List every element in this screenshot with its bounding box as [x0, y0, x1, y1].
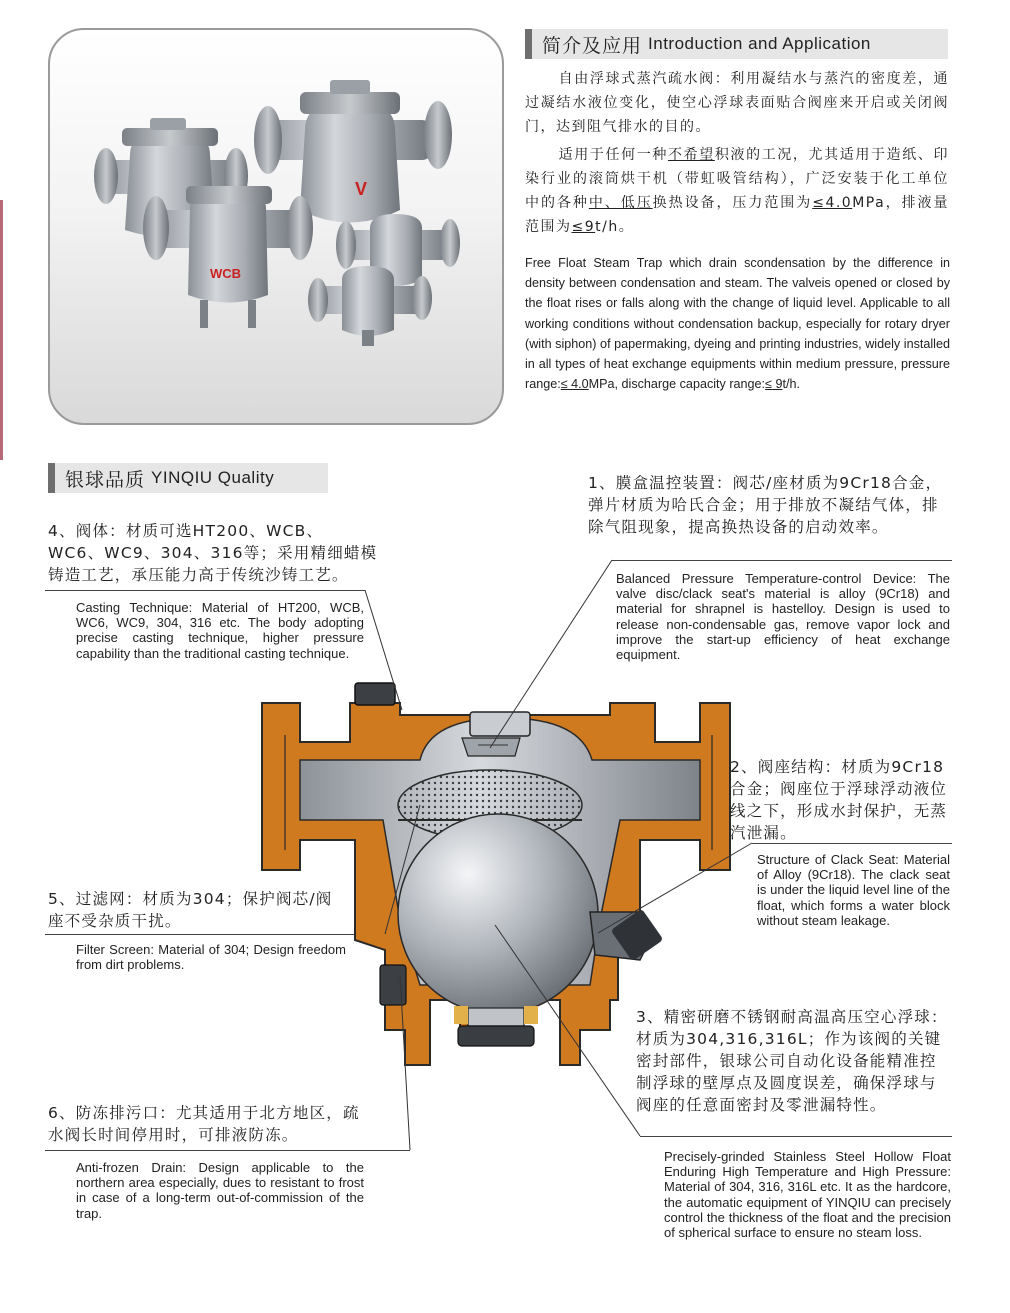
intro-cn-p2-a: 适用于任何一种: [558, 147, 668, 163]
item-5-cn-text: 过滤网：材质为304；保护阀芯/阀座不受杂质干扰。: [48, 890, 333, 930]
intro-cn-p2-u4: ≤9: [571, 219, 596, 235]
intro-cn-p2-d: MPa，排液量范围为: [525, 195, 950, 235]
intro-heading-en: Introduction and Application: [648, 34, 871, 53]
item-5-num: 5、: [48, 890, 76, 908]
item-3-en: Precisely-grinded Stainless Steel Hollow Float Enduring High Temperature and High Pressure: Material of 304, 316, 316L etc. It as the hardcore, the automatic equipment of YINQIU can precisely control the thickness of the float and the precision of spherical surface to ensure no steam loss.: [664, 1149, 951, 1241]
intro-en-main: Free Float Steam Trap which drain scondensation by the difference in density between condensation and steam. The valveis opened or closed by the float rises or falls along with the change of liquid level. Applicable to all working conditions without condensation backup, especially for rotary dryer (with siphon) of papermaking, dyeing and printing industries, widely installed in all types of heat exchange equipments within medium pressure, pressure range:: [525, 256, 950, 392]
quality-heading-en: YINQIU Quality: [151, 468, 275, 487]
drain-plug: [454, 1006, 538, 1046]
intro-cn-p2-u3: ≤4.0: [812, 195, 853, 211]
item-3-num: 3、: [636, 1008, 664, 1026]
item-6-cn-text: 防冻排污口：尤其适用于北方地区，疏水阀长时间停用时，可排液防冻。: [48, 1104, 360, 1144]
label-wcb: WCB: [210, 266, 242, 281]
item-1-en: Balanced Pressure Temperature-control Device: The valve disc/clack seat's material is alloy (9Cr18) and material for shrapnel is hastelloy. Design is used to release non-condensable gas, remove vapor lock and improve the start-up efficiency of heat exchange equipment.: [616, 571, 950, 663]
item-6-num: 6、: [48, 1104, 76, 1122]
intro-cn-p2-b: 积液的工况，尤其适用于造纸、印染行业的滚筒烘干机（带虹吸管结构），广泛安装于化工单位中的各种: [525, 147, 950, 211]
top-plug: [355, 683, 395, 705]
item-4-cn-text: 阀体：材质可选HT200、WCB、WC6、WC9、304、316等；采用精细蜡模铸造工艺，承压能力高于传统沙铸工艺。: [48, 522, 378, 584]
item-4-num: 4、: [48, 522, 76, 540]
item-3-cn-text: 精密研磨不锈钢耐高温高压空心浮球：材质为304,316,316L；作为该阀的关键密封部件，银球公司自动化设备能精准控制浮球的壁厚点及圆度误差，确保浮球与阀座的任意面密封及零泄漏特性。: [636, 1008, 948, 1114]
intro-heading-cn: 简介及应用: [542, 34, 643, 57]
intro-cn-p2-c: 换热设备，压力范围为: [652, 195, 813, 211]
item-4-en: Casting Technique: Material of HT200, WCB, WC6, WC9, 304, 316 etc. The body adopting precise casting technique, higher pressure capability than the traditional casting technique.: [76, 600, 364, 661]
float-ball: [398, 814, 598, 1014]
intro-cn-p2-e: t/h。: [595, 219, 635, 235]
intro-cn-p2-u1: 不希望: [667, 147, 715, 163]
item-2-cn-text: 阀座结构：材质为9Cr18合金；阀座位于浮球浮动液位线之下，形成水封保护，无蒸汽泄漏。: [730, 758, 948, 842]
intro-cn-para-1: 自由浮球式蒸汽疏水阀：利用凝结水与蒸汽的密度差，通过凝结水液位变化，使空心浮球表面贴合阀座来开启或关闭阀门，达到阻气排水的目的。: [525, 71, 949, 135]
item-5-en: Filter Screen: Material of 304; Design freedom from dirt problems.: [76, 942, 346, 973]
item-2-en: Structure of Clack Seat: Material of Alloy (9Cr18). The clack seat is under the liquid level line of the float, which forms a water block without steam leakage.: [757, 852, 950, 928]
intro-en-mpa: MPa, discharge capacity range:: [588, 377, 766, 392]
intro-cn-p2-u2: 中、低压: [588, 195, 653, 211]
side-drain: [380, 965, 406, 1005]
quality-heading-cn: 银球品质: [65, 468, 146, 491]
item-1-num: 1、: [588, 474, 616, 492]
intro-en-end: t/h.: [782, 377, 800, 392]
label-v: V: [355, 179, 368, 199]
intro-en-u1: ≤ 4.0: [560, 377, 589, 392]
item-6-en: Anti-frozen Drain: Design applicable to the northern area especially, dues to resistant to frost in case of a long-term out-of-commission of the trap.: [76, 1160, 364, 1221]
item-2-num: 2、: [730, 758, 758, 776]
item-1-cn-text: 膜盒温控装置：阀芯/座材质为9Cr18合金，弹片材质为哈氏合金；用于排放不凝结气体，排除气阻现象，提高换热设备的启动效率。: [588, 474, 943, 536]
intro-en-u2: ≤ 9: [765, 377, 783, 392]
